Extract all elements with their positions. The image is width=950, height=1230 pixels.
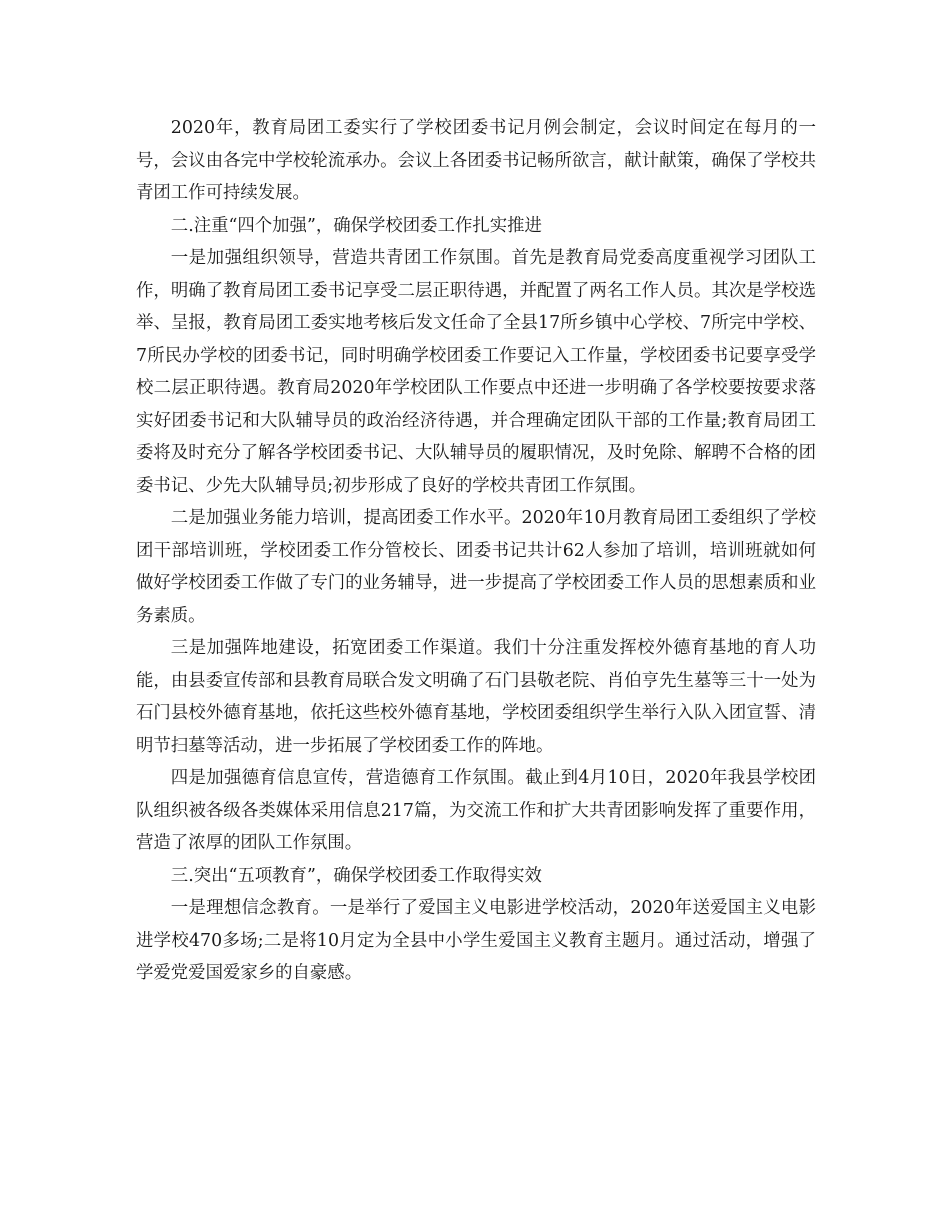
section-heading-five-education: 三.突出“五项教育”，确保学校团委工作取得实效 <box>170 865 542 886</box>
paragraph-monthly-meeting: 2020年，教育局团工委实行了学校团委书记月例会制定，会议时间定在每月的一号，会议由各完中学校轮流承办。会议上各团委书记畅所欲言，献计献策，确保了学校共青团工作可持续发展。 <box>136 118 816 203</box>
section-heading-four-strengthen: 二.注重“四个加强”，确保学校团委工作扎实推进 <box>170 215 542 236</box>
paragraph-publicity: 四是加强德育信息宣传，营造德育工作氛围。截止到4月10日，2020年我县学校团队组织被各级各类媒体采用信息217篇，为交流工作和扩大共青团影响发挥了重要作用，营造了浓厚的团队工作氛围。 <box>136 768 816 853</box>
paragraph-organization-leadership: 一是加强组织领导，营造共青团工作氛围。首先是教育局党委高度重视学习团队工作，明确了教育局团工委书记享受二层正职待遇，并配置了两名工作人员。其次是学校选举、呈报，教育局团工委实地考核后发文任命了全县17所乡镇中心学校、7所完中学校、7所民办学校的团委书记，同时明确学校团委工作要记入工作量，学校团委书记要享受学校二层正职待遇。教育局2020年学校团队工作要点中还进一步明确了各学校要按要求落实好团委书记和大队辅导员的政治经济待遇，并合理确定团队干部的工作量;教育局团工委将及时充分了解各学校团委书记、大队辅导员的履职情况，及时免除、解聘不合格的团委书记、少先大队辅导员;初步形成了良好的学校共青团工作氛围。 <box>136 248 816 496</box>
paragraph-ideals-education: 一是理想信念教育。一是举行了爱国主义电影进学校活动，2020年送爱国主义电影进学校470多场;二是将10月定为全县中小学生爱国主义教育主题月。通过活动，增强了学爱党爱国爱家乡的自豪感。 <box>136 898 816 983</box>
document-body <box>136 112 816 990</box>
paragraph-training: 二是加强业务能力培训，提高团委工作水平。2020年10月教育局团工委组织了学校团干部培训班，学校团委工作分管校长、团委书记共计62人参加了培训，培训班就如何做好学校团委工作做了专门的业务辅导，进一步提高了学校团委工作人员的思想素质和业务素质。 <box>136 508 816 626</box>
paragraph-base-construction: 三是加强阵地建设，拓宽团委工作渠道。我们十分注重发挥校外德育基地的育人功能，由县委宣传部和县教育局联合发文明确了石门县敬老院、肖伯亨先生墓等三十一处为石门县校外德育基地，依托这些校外德育基地，学校团委组织学生举行入队入团宣誓、清明节扫墓等活动，进一步拓展了学校团委工作的阵地。 <box>136 638 816 756</box>
